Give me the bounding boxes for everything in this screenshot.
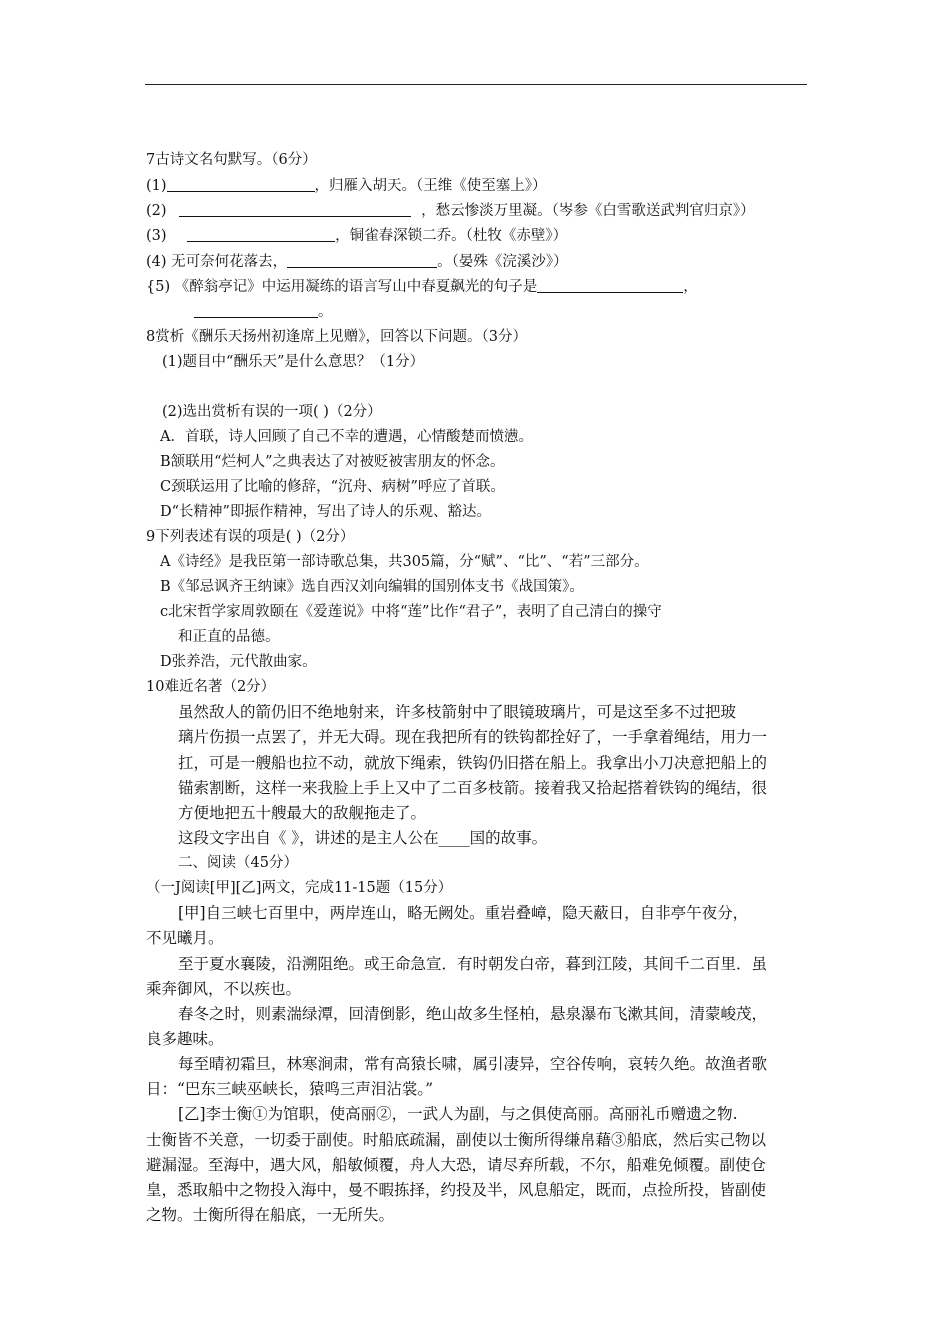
q7-line-2: (2) ，愁云惨淡万里凝。（岑参《白雪歌送武判官归京》） bbox=[146, 203, 755, 219]
q10-passage-line: 璃片伤损一点罢了，并无大碍。现在我把所有的铁钩都拴好了，一手拿着绳结，用力一 bbox=[178, 728, 768, 746]
q10-passage-line: 虽然敌人的箭仍旧不绝地射来，许多枝箭射中了眼镜玻璃片，可是这至多不过把玻 bbox=[178, 703, 737, 721]
answer-blank[interactable] bbox=[537, 278, 683, 293]
q10-title: 10难近名著（2分） bbox=[146, 679, 276, 695]
q8-sub1: (1)题目中“酬乐天”是什么意思？（1分） bbox=[162, 354, 425, 370]
q8-title: 8赏析《酬乐天扬州初逢席上见赠》，回答以下问题。（3分） bbox=[146, 329, 527, 345]
q7-line-3: (3) ，铜雀春深锁二乔。（杜牧《赤壁》） bbox=[146, 228, 568, 244]
passage-jia-line: 每至晴初霜旦，林寒涧肃，常有高猿长啸，属引凄异，空谷传响，哀转久绝。故渔者歌 bbox=[178, 1055, 768, 1073]
passage-jia-line: 乘奔御风，不以疾也。 bbox=[146, 980, 302, 998]
q8-option-a: A．首联，诗人回顾了自己不幸的遭遇，心情酸楚而愤懑。 bbox=[160, 429, 533, 445]
q8-option-c: C颈联运用了比喻的修辞，“沉舟、病树”呼应了首联。 bbox=[160, 479, 505, 495]
answer-blank[interactable] bbox=[187, 227, 335, 242]
q9-option-a: A《诗经》是我臣第一部诗歌总集，共305篇，分“赋”、“比”、“若”三部分。 bbox=[160, 554, 649, 570]
q10-question: 这段文字出自《 》，讲述的是主人公在____国的故事。 bbox=[178, 829, 548, 847]
q9-option-c: c北宋哲学家周敦颐在《爱莲说》中将“莲”比作“君子”，表明了自己清白的操守 bbox=[160, 604, 662, 620]
passage-jia-line: [甲]自三峡七百里中，两岸连山，略无阙处。重岩叠嶂，隐天蔽日，自非亭午夜分， bbox=[178, 904, 749, 922]
q10-passage-line: 扛，可是一艘船也拉不动，就放下绳索，铁钩仍旧搭在船上。我拿出小刀决意把船上的 bbox=[178, 754, 768, 772]
passage-yi-line: 避漏湿。至海中，遇大风，船敏倾覆，舟人大恐，请尽弃所载，不尔，船难免倾覆。副使仓 bbox=[146, 1156, 767, 1174]
q9-title: 9下列表述有误的项是( )（2分） bbox=[146, 529, 355, 545]
q10-passage-line: 方便地把五十艘最大的敌舰拖走了。 bbox=[178, 804, 427, 822]
answer-blank[interactable] bbox=[194, 303, 318, 318]
answer-blank[interactable] bbox=[287, 253, 437, 268]
q7-line-1: (1) ，归雁入胡天。（王维《使至塞上》） bbox=[146, 178, 547, 194]
q8-option-b: B颔联用“烂柯人”之典表达了对被贬被害朋友的怀念。 bbox=[160, 454, 505, 470]
passage-yi-line: 皇，悉取船中之物投入海中，曼不暇拣择，约投及半，风息船定，既而，点捡所投，皆副使 bbox=[146, 1181, 767, 1199]
section-2-intro: （一J阅读[甲][乙]两文，完成11-15题（15分） bbox=[146, 880, 453, 896]
q7-line-5: {5) 《醉翁亭记》中运用凝练的语言写山中春夏飙光的句子是 ， bbox=[146, 279, 698, 295]
q9-option-b: B《邹忌讽齐王纳谏》选自西汉刘向编辑的国别体支书《战国策》。 bbox=[160, 579, 584, 595]
passage-jia-line: 至于夏水襄陵，沿溯阻绝。或王命急宣．有时朝发白帝，暮到江陵，其间千二百里．虽 bbox=[178, 955, 768, 973]
q10-passage-line: 锚索割断，这样一来我脸上手上又中了二百多枝箭。接着我又拾起搭着铁钩的绳结，很 bbox=[178, 779, 768, 797]
passage-yi-line: [乙]李士衡①为馆职，使高丽②，一武人为副，与之俱使高丽。高丽礼币赠遗之物. bbox=[178, 1105, 738, 1123]
q7-line-4: (4) 无可奈何花落去， 。（晏殊《浣溪沙》） bbox=[146, 254, 568, 270]
passage-jia-line: 春冬之时，则素湍绿潭，回清倒影，绝山故多生怪柏，悬泉瀑布飞漱其间，清蒙峻茂， bbox=[178, 1005, 768, 1023]
q8-option-d: D“长精神”即振作精神，写出了诗人的乐观、豁达。 bbox=[160, 504, 491, 520]
q9-option-d: D张养浩，元代散曲家。 bbox=[160, 654, 317, 670]
q9-option-c-cont: 和正直的品德。 bbox=[178, 629, 280, 645]
q7-title: 7古诗文名句默写。（6分） bbox=[146, 152, 317, 168]
q8-sub2: (2)选出赏析有误的一项( )（2分） bbox=[162, 404, 382, 420]
passage-jia-line: 良多趣味。 bbox=[146, 1030, 224, 1048]
passage-jia-line: 日：“巴东三峡巫峡长，猿鸣三声泪沾裳。” bbox=[146, 1080, 434, 1098]
header-rule bbox=[145, 84, 807, 85]
section-2-title: 二、阅读（45分） bbox=[178, 855, 298, 871]
passage-yi-line: 士衡皆不关意，一切委于副使。时船底疏漏，副使以士衡所得缣帛藉③船底，然后实己物以 bbox=[146, 1131, 767, 1149]
passage-yi-line: 之物。士衡所得在船底，一无所失。 bbox=[146, 1206, 395, 1224]
answer-blank[interactable] bbox=[179, 202, 411, 217]
passage-jia-line: 不见曦月。 bbox=[146, 929, 224, 947]
answer-blank[interactable] bbox=[167, 177, 315, 192]
q7-line-6: 。 bbox=[194, 302, 333, 322]
